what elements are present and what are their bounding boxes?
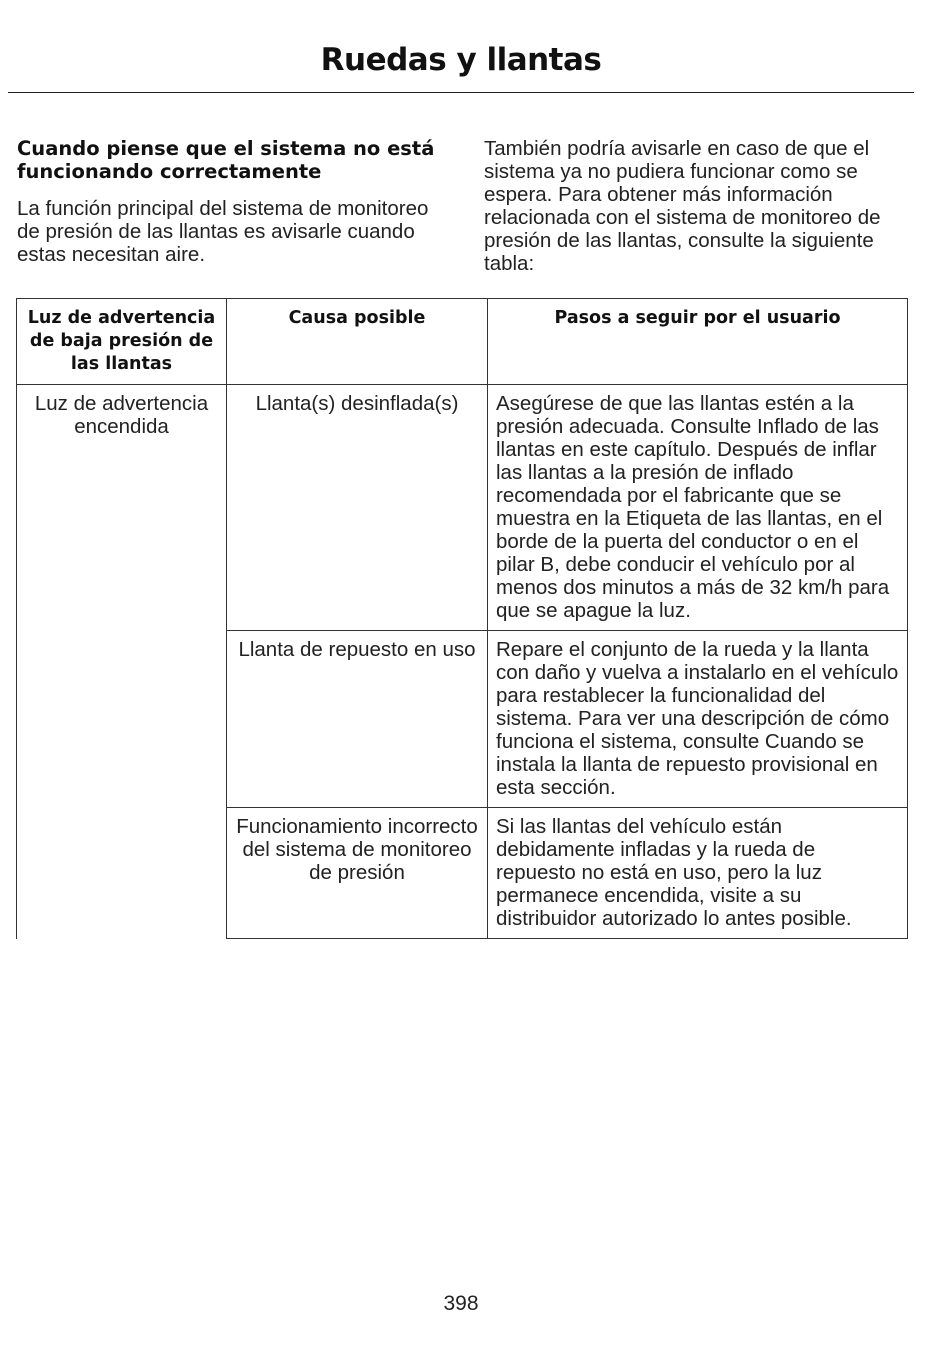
intro-paragraph: La función principal del sistema de monitoreo de presión de las llantas es avisarle cuando estas necesitan aire.	[17, 197, 429, 266]
left-column	[17, 137, 447, 266]
page-title: Ruedas y llantas	[320, 42, 602, 78]
right-column	[484, 137, 914, 275]
table-intro-paragraph: También podría avisarle en caso de que el sistema ya no pudiera funcionar como se espera. Para obtener más información relacionada con el sistema de monitoreo de presión de las llantas, consulte la siguiente tabla:	[484, 137, 881, 275]
header-possible-cause: Causa posible	[227, 299, 488, 385]
tpms-troubleshooting-table	[16, 298, 908, 939]
page-number: 398	[443, 1292, 479, 1315]
warning-light-cell-continued	[17, 808, 227, 939]
steps-cell: Si las llantas del vehículo están debidamente infladas y la rueda de repuesto no está en uso, pero la luz permanece encendida, visite a su distribuidor autorizado lo antes posible.	[488, 808, 908, 939]
header-warning-light: Luz de advertencia de baja presión de las llantas	[17, 299, 227, 385]
section-heading: Cuando piense que el sistema no está funcionando correctamente	[17, 137, 435, 183]
title-divider	[8, 92, 914, 93]
cause-cell: Funcionamiento incorrecto del sistema de monitoreo de presión	[227, 808, 488, 939]
steps-cell: Repare el conjunto de la rueda y la llanta con daño y vuelva a instalarlo en el vehículo para restablecer la funcionalidad del sistema. Para ver una descripción de cómo funciona el sistema, consulte Cuando se instala la llanta de repuesto provisional en esta sección.	[488, 631, 908, 808]
header-user-steps: Pasos a seguir por el usuario	[488, 299, 908, 385]
table-row	[17, 631, 908, 808]
cause-cell: Llanta de repuesto en uso	[227, 631, 488, 808]
table-header-row	[17, 299, 908, 385]
warning-light-cell: Luz de advertencia encendida	[17, 385, 227, 631]
warning-light-cell-continued	[17, 631, 227, 808]
table-row	[17, 808, 908, 939]
cause-cell: Llanta(s) desinflada(s)	[227, 385, 488, 631]
table-row	[17, 385, 908, 631]
steps-cell: Asegúrese de que las llantas estén a la presión adecuada. Consulte Inflado de las llantas en este capítulo. Después de inflar las llantas a la presión de inflado recomendada por el fabricante que se muestra en la Etiqueta de las llantas, en el borde de la puerta del conductor o en el pilar B, debe conducir el vehículo por al menos dos minutos a más de 32 km/h para que se apague la luz.	[488, 385, 908, 631]
